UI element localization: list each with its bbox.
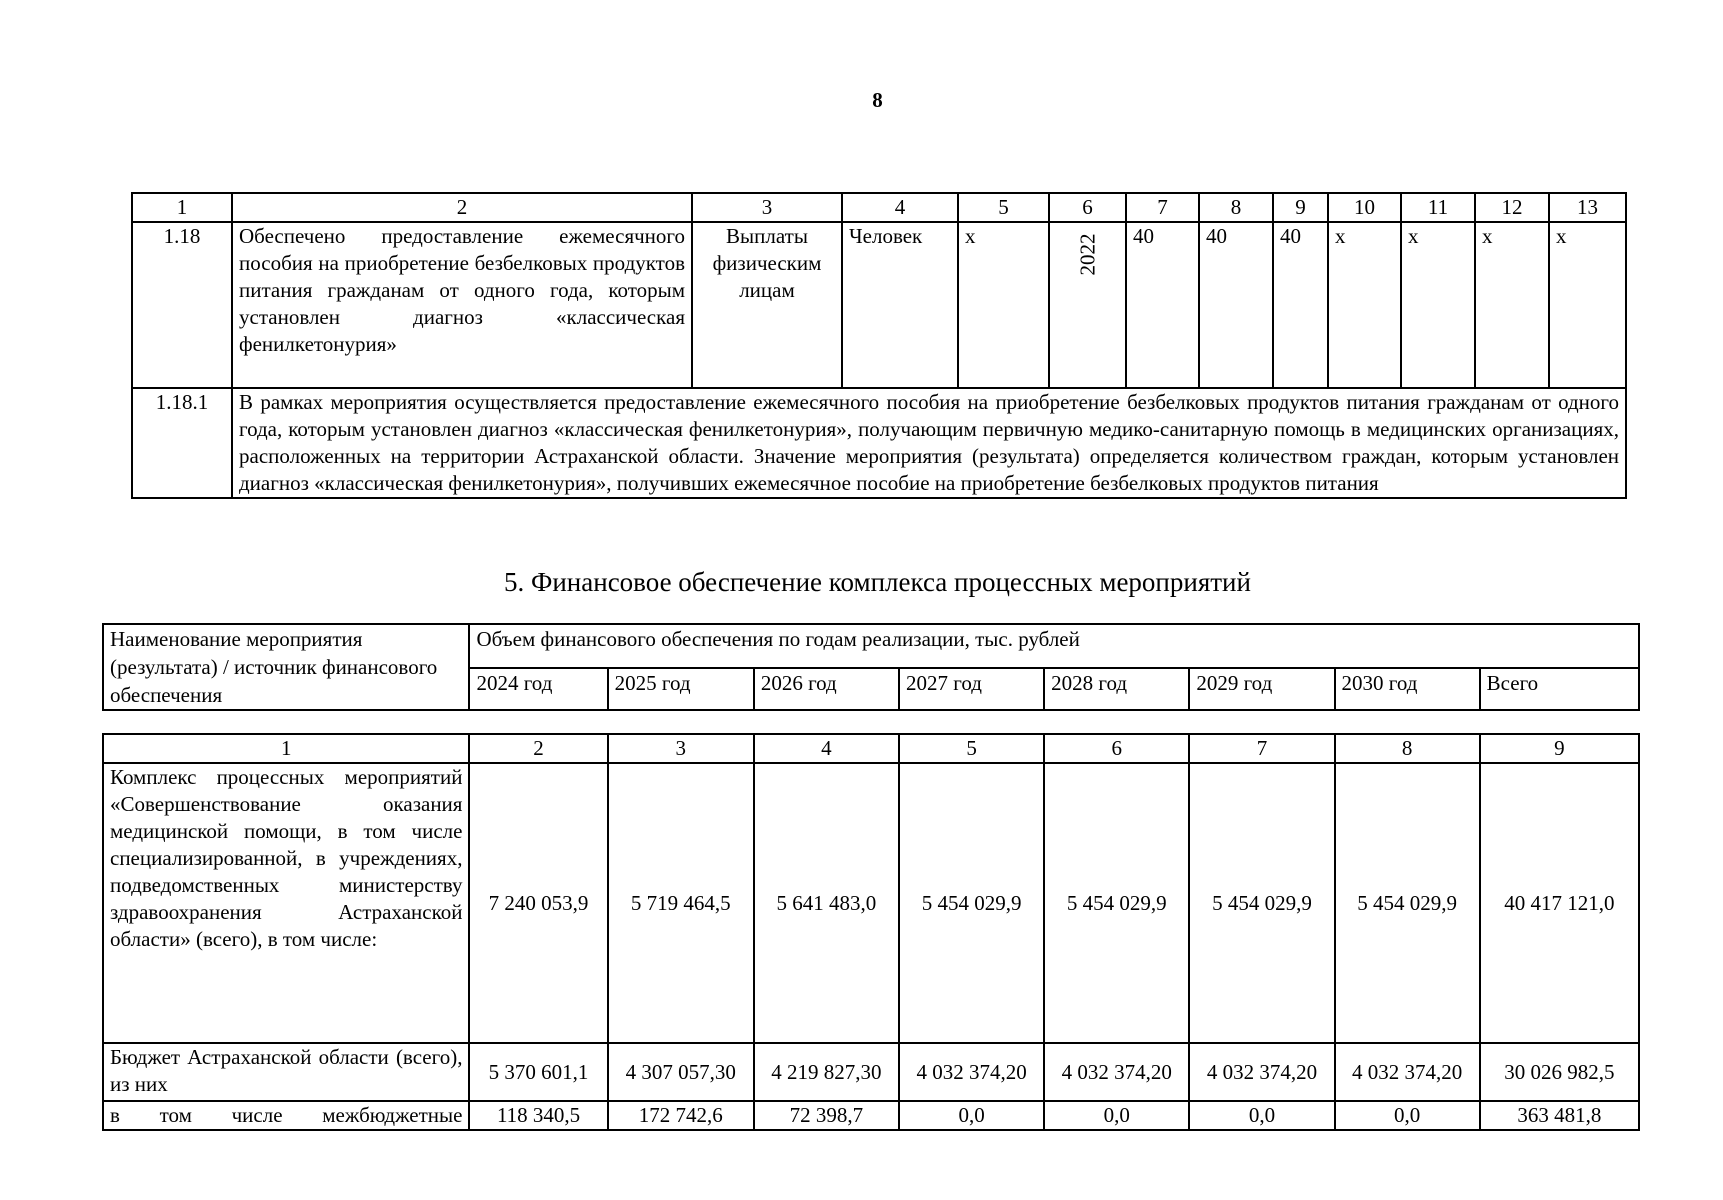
year-header: 2029 год: [1189, 668, 1334, 710]
cell-value: 7 240 053,9: [469, 763, 607, 1043]
table-row: [132, 222, 1626, 388]
cell-value: 4 032 374,20: [1335, 1043, 1480, 1101]
cell-value: 0,0: [1335, 1101, 1480, 1130]
year-header: 2025 год: [608, 668, 754, 710]
row-number: 1.18: [132, 222, 232, 388]
cell-value: х: [1549, 222, 1626, 388]
cell-value: 5 641 483,0: [754, 763, 899, 1043]
column-number: 4: [842, 193, 958, 222]
column-number: 9: [1480, 734, 1639, 763]
base-year: [1049, 222, 1126, 388]
column-number: 13: [1549, 193, 1626, 222]
results-table: [131, 192, 1627, 499]
cell-value: 118 340,5: [469, 1101, 607, 1130]
cell-value: 4 032 374,20: [1189, 1043, 1334, 1101]
cell-value: 0,0: [899, 1101, 1044, 1130]
cell-value: 5 454 029,9: [1189, 763, 1334, 1043]
row-name: Бюджет Астраханской области (всего), из них: [103, 1043, 469, 1101]
unit: Человек: [842, 222, 958, 388]
cell-value: 40: [1199, 222, 1273, 388]
total-value: 30 026 982,5: [1480, 1043, 1639, 1101]
row-name: Комплекс процессных мероприятий «Совершенствование оказания медицинской помощи, в том числе специализированной, в учреждениях, подведомственных министерству здравоохранения Астраханской области» (всего), в том числе:: [103, 763, 469, 1043]
total-value: 363 481,8: [1480, 1101, 1639, 1130]
cell-value: 5 454 029,9: [899, 763, 1044, 1043]
column-number: 3: [692, 193, 842, 222]
column-number: 7: [1189, 734, 1334, 763]
cell-value: х: [1401, 222, 1475, 388]
column-number: 11: [1401, 193, 1475, 222]
cell-value: 4 032 374,20: [1044, 1043, 1189, 1101]
table-header-row: [132, 193, 1626, 222]
cell-value: 4 219 827,30: [754, 1043, 899, 1101]
cell-value: 172 742,6: [608, 1101, 754, 1130]
table-row: [132, 388, 1626, 498]
column-number: 2: [469, 734, 607, 763]
cell-value: 0,0: [1189, 1101, 1334, 1130]
name-source-header: Наименование мероприятия (результата) / источник финансового обеспечения: [103, 624, 469, 710]
total-header: Всего: [1480, 668, 1639, 710]
column-number: 6: [1044, 734, 1189, 763]
column-number: 2: [232, 193, 692, 222]
finance-table: [102, 733, 1640, 1131]
table-row: [103, 1101, 1639, 1130]
cell-value: 5 719 464,5: [608, 763, 754, 1043]
row-name: в том числе межбюджетные: [103, 1101, 469, 1130]
column-number: 1: [103, 734, 469, 763]
total-value: 40 417 121,0: [1480, 763, 1639, 1043]
column-number: 6: [1049, 193, 1126, 222]
column-number: 5: [899, 734, 1044, 763]
column-number: 9: [1273, 193, 1328, 222]
cell-value: 72 398,7: [754, 1101, 899, 1130]
table-row: [103, 1043, 1639, 1101]
cell-value: 5 370 601,1: [469, 1043, 607, 1101]
finance-header-table: [102, 623, 1640, 711]
year-header: 2024 год: [469, 668, 607, 710]
column-number: 3: [608, 734, 754, 763]
year-header: 2030 год: [1335, 668, 1480, 710]
cell-value: х: [1328, 222, 1401, 388]
table-header-row: [103, 734, 1639, 763]
cell-value: 4 032 374,20: [899, 1043, 1044, 1101]
cell-value: 40: [1126, 222, 1199, 388]
column-number: 7: [1126, 193, 1199, 222]
cell-value: 0,0: [1044, 1101, 1189, 1130]
cell-value: 4 307 057,30: [608, 1043, 754, 1101]
cell-value: 40: [1273, 222, 1328, 388]
row-number: 1.18.1: [132, 388, 232, 498]
column-number: 1: [132, 193, 232, 222]
year-header: 2028 год: [1044, 668, 1189, 710]
section-title: 5. Финансовое обеспечение комплекса процессных мероприятий: [504, 567, 1251, 597]
column-number: 10: [1328, 193, 1401, 222]
year-header: 2027 год: [899, 668, 1044, 710]
column-number: 8: [1199, 193, 1273, 222]
result-type: Выплаты физическим лицам: [692, 222, 842, 388]
result-name: Обеспечено предоставление ежемесячного пособия на приобретение безбелковых продуктов питания гражданам от одного года, которым установлен диагноз «классическая фенилкетонурия»: [232, 222, 692, 388]
cell-value: 5 454 029,9: [1044, 763, 1189, 1043]
column-number: 12: [1475, 193, 1549, 222]
cell-value: 5 454 029,9: [1335, 763, 1480, 1043]
column-number: 8: [1335, 734, 1480, 763]
base-year-value: 2022: [1075, 233, 1099, 276]
year-header: 2026 год: [754, 668, 899, 710]
cell-value: х: [958, 222, 1049, 388]
result-description: В рамках мероприятия осуществляется предоставление ежемесячного пособия на приобретение безбелковых продуктов питания гражданам от одного года, которым установлен диагноз «классическая фенилкетонурия», получающим первичную медико-санитарную помощь в медицинских организациях, расположенных на территории Астраханской области. Значение мероприятия (результата) определяется количеством граждан, которым установлен диагноз «классическая фенилкетонурия», получивших ежемесячное пособие на приобретение безбелковых продуктов питания: [232, 388, 1626, 498]
column-number: 5: [958, 193, 1049, 222]
cell-value: х: [1475, 222, 1549, 388]
column-number: 4: [754, 734, 899, 763]
volume-header: Объем финансового обеспечения по годам реализации, тыс. рублей: [469, 624, 1639, 668]
table-row: [103, 763, 1639, 1043]
page-number: 8: [872, 88, 883, 112]
